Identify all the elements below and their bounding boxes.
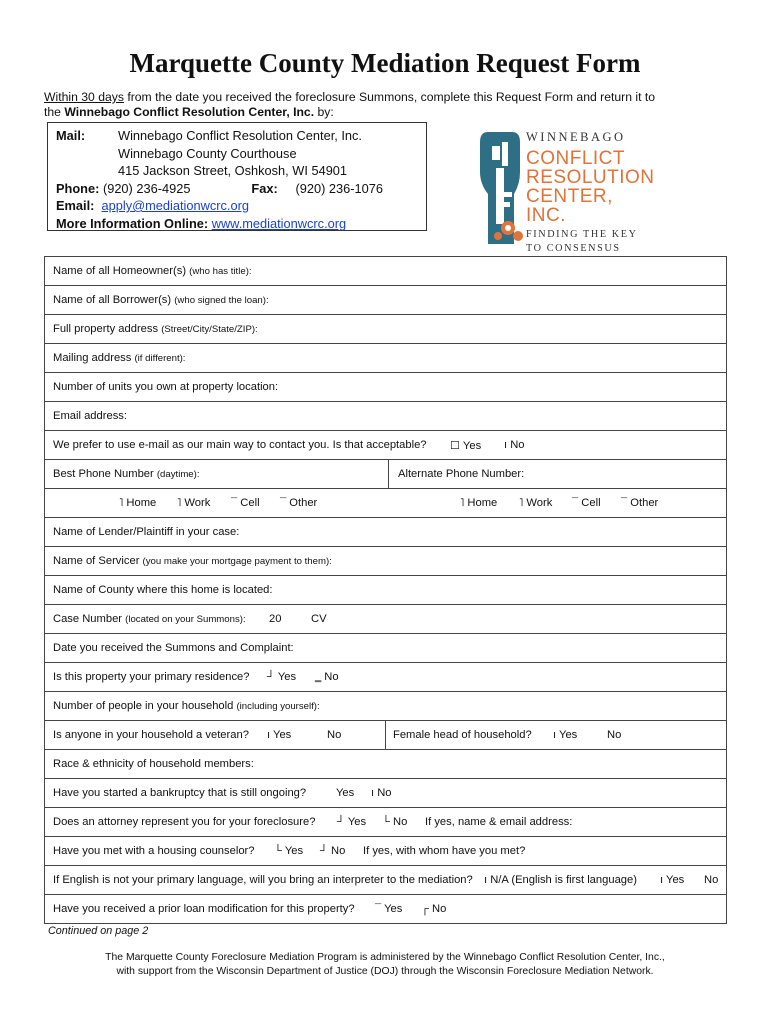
people-hint: (including yourself): bbox=[236, 701, 320, 712]
bankruptcy-no-checkbox[interactable]: ı No bbox=[371, 787, 392, 799]
alt-phone-home-checkbox[interactable]: ˥ Home bbox=[460, 497, 498, 509]
case-label: Case Number bbox=[53, 613, 123, 625]
people-label: Number of people in your household bbox=[53, 700, 234, 712]
mail-line3: 415 Jackson Street, Oshkosh, WI 54901 bbox=[118, 163, 348, 178]
english-yes-checkbox[interactable]: ı Yes bbox=[660, 874, 685, 886]
fax-label: Fax: bbox=[251, 180, 278, 196]
borrowers-label: Name of all Borrower(s) bbox=[53, 294, 172, 306]
modification-yes-checkbox[interactable]: ¯ Yes bbox=[375, 903, 403, 915]
mail-label: Mail: bbox=[56, 128, 86, 143]
request-form bbox=[44, 256, 727, 924]
counselor-label: Have you met with a housing counselor? bbox=[53, 845, 255, 857]
intro-body: from the date you received the foreclosure Summons, complete this Request Form and return it to bbox=[123, 90, 656, 104]
county-label: Name of County where this home is located: bbox=[53, 584, 273, 596]
case-cv: CV bbox=[311, 613, 327, 625]
best-phone-hint: (daytime): bbox=[156, 469, 200, 480]
english-label: If English is not your primary language, will you bring an interpreter to the mediation? bbox=[53, 874, 473, 886]
email-row[interactable] bbox=[45, 402, 726, 431]
counselor-yes-checkbox[interactable]: └ Yes bbox=[274, 845, 304, 857]
case-year: 20 bbox=[269, 613, 282, 625]
best-phone-other-checkbox[interactable]: ¯ Other bbox=[280, 497, 318, 509]
logo-line2: CONFLICT bbox=[526, 148, 625, 169]
county-row[interactable] bbox=[45, 576, 726, 605]
case-hint: (located on your Summons): bbox=[125, 614, 246, 625]
logo-line3: RESOLUTION bbox=[526, 167, 655, 188]
key-logo-icon bbox=[474, 132, 526, 244]
primary-no-checkbox[interactable]: ‗ No bbox=[315, 671, 339, 683]
logo-line1: WINNEBAGO bbox=[526, 130, 626, 144]
contact-box bbox=[47, 122, 427, 231]
date-summons-label: Date you received the Summons and Complaint: bbox=[53, 642, 294, 654]
race-label: Race & ethnicity of household members: bbox=[53, 758, 254, 770]
counselor-extra: If yes, with whom have you met? bbox=[363, 845, 526, 857]
mail-line1: Winnebago Conflict Resolution Center, Inc. bbox=[118, 128, 362, 143]
female-head-yes-checkbox[interactable]: ı Yes bbox=[553, 729, 578, 741]
mail-line2: Winnebago County Courthouse bbox=[118, 145, 297, 161]
attorney-label: Does an attorney represent you for your foreclosure? bbox=[53, 816, 316, 828]
alt-phone-cell-checkbox[interactable]: ¯ Cell bbox=[572, 497, 601, 509]
english-na-checkbox[interactable]: ı N/A (English is first language) bbox=[484, 874, 637, 886]
female-head-label: Female head of household? bbox=[393, 729, 532, 741]
units-label: Number of units you own at property location: bbox=[53, 381, 279, 393]
modification-label: Have you received a prior loan modification for this property? bbox=[53, 903, 355, 915]
homeowners-hint: (who has title): bbox=[189, 266, 252, 277]
primary-label: Is this property your primary residence? bbox=[53, 671, 250, 683]
attorney-extra: If yes, name & email address: bbox=[425, 816, 573, 828]
homeowners-row[interactable] bbox=[45, 257, 726, 286]
bankruptcy-row bbox=[45, 779, 726, 808]
deadline-text: Within 30 days bbox=[44, 90, 124, 104]
best-phone-cell-checkbox[interactable]: ¯ Cell bbox=[231, 497, 260, 509]
mailing-row[interactable] bbox=[45, 344, 726, 373]
intro-org: Winnebago Conflict Resolution Center, Inc. bbox=[64, 105, 315, 119]
modification-row bbox=[45, 895, 726, 924]
address-label: Full property address bbox=[53, 323, 159, 335]
online-label: More Information Online: bbox=[56, 215, 209, 231]
english-no-checkbox[interactable]: No bbox=[704, 874, 719, 886]
attorney-no-checkbox[interactable]: └ No bbox=[382, 816, 408, 828]
units-row[interactable] bbox=[45, 373, 726, 402]
footer-text bbox=[0, 951, 770, 979]
primary-row bbox=[45, 663, 726, 692]
lender-row[interactable] bbox=[45, 518, 726, 547]
veteran-label: Is anyone in your household a veteran? bbox=[53, 729, 249, 741]
female-head-no-checkbox[interactable]: No bbox=[607, 729, 622, 741]
bankruptcy-yes-checkbox[interactable]: Yes bbox=[336, 787, 355, 799]
page-title: Marquette County Mediation Request Form bbox=[129, 48, 641, 78]
prefer-email-row bbox=[45, 431, 726, 460]
logo-line4: CENTER, INC. bbox=[526, 186, 613, 226]
primary-yes-checkbox[interactable]: ┘ Yes bbox=[267, 671, 297, 683]
email-field-label: Email address: bbox=[53, 410, 127, 422]
prefer-email-label: We prefer to use e-mail as our main way to contact you. Is that acceptable? bbox=[53, 439, 427, 451]
email-link[interactable]: apply@mediationwcrc.org bbox=[101, 198, 249, 213]
footer-line2: with support from the Wisconsin Department of Justice (DOJ) through the Wisconsin Foreclosure Mediation Network. bbox=[116, 966, 654, 977]
prefer-email-yes-checkbox[interactable]: ☐ Yes bbox=[450, 440, 482, 452]
attorney-yes-checkbox[interactable]: ┘ Yes bbox=[337, 816, 367, 828]
alt-phone-other-checkbox[interactable]: ¯ Other bbox=[621, 497, 659, 509]
date-summons-row[interactable] bbox=[45, 634, 726, 663]
borrowers-row[interactable] bbox=[45, 286, 726, 315]
alt-phone-work-checkbox[interactable]: ˥ Work bbox=[519, 497, 553, 509]
alt-phone-label: Alternate Phone Number: bbox=[398, 468, 525, 480]
bankruptcy-label: Have you started a bankruptcy that is still ongoing? bbox=[53, 787, 307, 799]
phone-number: (920) 236-4925 bbox=[102, 180, 191, 196]
counselor-no-checkbox[interactable]: ┘ No bbox=[320, 845, 346, 857]
fax-number: (920) 236-1076 bbox=[295, 180, 383, 196]
email-label: Email: bbox=[56, 198, 95, 213]
address-hint: (Street/City/State/ZIP): bbox=[161, 324, 258, 335]
veteran-row bbox=[45, 721, 726, 750]
logo-tagline2: TO CONSENSUS bbox=[526, 243, 621, 254]
lender-label: Name of Lender/Plaintiff in your case: bbox=[53, 526, 240, 538]
counselor-row bbox=[45, 837, 726, 866]
best-phone-work-checkbox[interactable]: ˥ Work bbox=[177, 497, 211, 509]
phone-type-row bbox=[45, 489, 726, 518]
homeowners-label: Name of all Homeowner(s) bbox=[53, 265, 187, 277]
wcrc-logo bbox=[474, 130, 655, 254]
phone-label: Phone: bbox=[56, 180, 100, 196]
address-row[interactable] bbox=[45, 315, 726, 344]
best-phone-home-checkbox[interactable]: ˥ Home bbox=[119, 497, 157, 509]
intro-text bbox=[44, 90, 734, 120]
veteran-yes-checkbox[interactable]: ı Yes bbox=[267, 729, 292, 741]
phone-row bbox=[45, 460, 726, 489]
servicer-label: Name of Servicer bbox=[53, 555, 140, 567]
veteran-no-checkbox[interactable]: No bbox=[327, 729, 342, 741]
continued-note: Continued on page 2 bbox=[48, 925, 149, 937]
best-phone-label: Best Phone Number bbox=[53, 468, 154, 480]
footer-line1: The Marquette County Foreclosure Mediation Program is administered by the Winnebago Conflict Resolution Center, Inc., bbox=[105, 952, 665, 963]
modification-no-checkbox[interactable]: ┌ No bbox=[421, 903, 447, 915]
logo-tagline1: FINDING THE KEY bbox=[526, 229, 638, 240]
borrowers-hint: (who signed the loan): bbox=[174, 295, 269, 306]
mailing-label: Mailing address bbox=[53, 352, 132, 364]
mailing-hint: (if different): bbox=[134, 353, 186, 364]
intro-line2-pre: the bbox=[44, 105, 65, 119]
servicer-hint: (you make your mortgage payment to them): bbox=[142, 556, 332, 567]
attorney-row bbox=[45, 808, 726, 837]
people-row[interactable] bbox=[45, 692, 726, 721]
english-row bbox=[45, 866, 726, 895]
intro-line2-post: by: bbox=[314, 105, 334, 119]
prefer-email-no-checkbox[interactable]: ı No bbox=[504, 439, 525, 451]
servicer-row[interactable] bbox=[45, 547, 726, 576]
website-link[interactable]: www.mediationwcrc.org bbox=[211, 215, 347, 231]
race-row[interactable] bbox=[45, 750, 726, 779]
case-row[interactable] bbox=[45, 605, 726, 634]
